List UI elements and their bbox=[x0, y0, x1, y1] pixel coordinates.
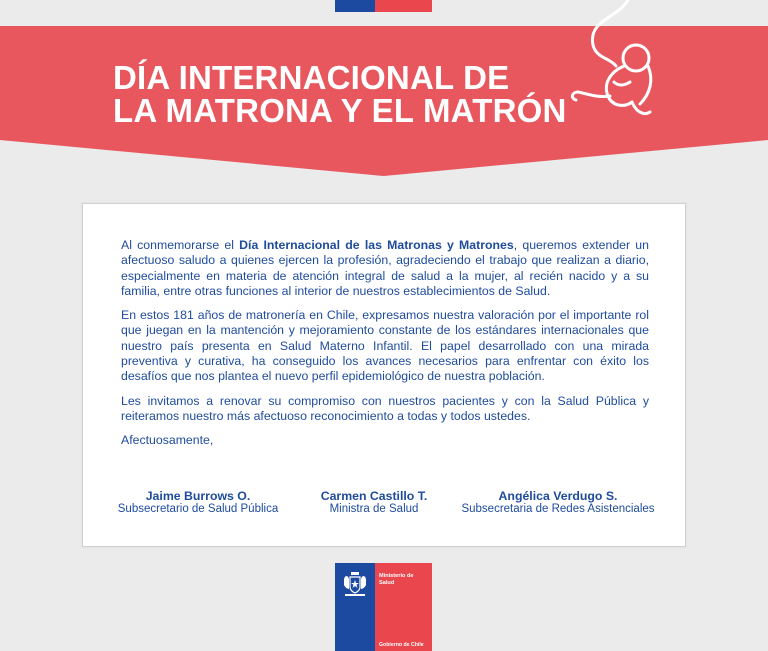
logo-ministry-label bbox=[379, 573, 414, 587]
closing-line: Afectuosamente, bbox=[121, 433, 214, 448]
signer-role: Subsecretaria de Redes Asistenciales bbox=[461, 503, 655, 515]
top-flag-strip bbox=[335, 0, 432, 12]
page-title bbox=[113, 61, 567, 127]
ministry-logo bbox=[335, 563, 432, 651]
logo-red-block bbox=[375, 563, 432, 651]
signer-role: Subsecretario de Salud Pública bbox=[117, 503, 279, 515]
title-line-2: LA MATRONA Y EL MATRÓN bbox=[113, 92, 567, 129]
paragraph-1 bbox=[121, 238, 649, 299]
signer-name: Jaime Burrows O. bbox=[145, 489, 251, 503]
logo-line-ministerio: Ministerio de bbox=[379, 573, 414, 579]
logo-line-salud: Salud bbox=[379, 580, 395, 586]
p1-bold-event-name: Día Internacional de las Matronas y Matrones bbox=[239, 238, 514, 252]
flag-red-block bbox=[375, 0, 432, 12]
p1-text-end: , queremos extender un afectuoso saludo a quienes ejercen la profesión, agradeciendo el trabajo que realizan a diario, especialmente en materia de atención integral de salud a la mujer, al recién nacido y a su familia, entre otras funciones al interior de nuestros establecimientos de Salud. bbox=[121, 238, 649, 298]
signer-name: Angélica Verdugo S. bbox=[498, 489, 618, 503]
banner-chevron bbox=[0, 138, 768, 180]
title-line-1: DÍA INTERNACIONAL DE bbox=[113, 59, 510, 96]
signature-1 bbox=[117, 489, 279, 516]
flag-blue-block bbox=[335, 0, 375, 12]
signature-2 bbox=[315, 489, 433, 516]
logo-blue-block bbox=[335, 563, 375, 651]
signature-block bbox=[83, 489, 687, 529]
p1-text-start: Al conmemorarse el bbox=[121, 238, 240, 252]
signature-3 bbox=[461, 489, 655, 516]
paragraph-2: En estos 181 años de matronería en Chile, expresamos nuestra valoración por el importante rol que juegan en la mantención y mejoramiento constante de los estándares internacionales que nuestro país presenta en Salud Materno Infantil. El papel desarrollado con una mirada preventiva y curativa, ha conseguido los avances necesarios para enfrentar con éxito los desafíos que nos plantea el nuevo perfil epidemiológico de nuestra población. bbox=[121, 308, 649, 384]
fetus-icon bbox=[548, 0, 668, 135]
logo-government-label: Gobierno de Chile bbox=[379, 642, 424, 648]
signer-name: Carmen Castillo T. bbox=[320, 489, 428, 503]
chile-coat-of-arms-icon bbox=[341, 571, 369, 597]
paragraph-3: Les invitamos a renovar su compromiso con nuestros pacientes y con la Salud Pública y reiteramos nuestro más afectuoso reconocimiento a todas y todos ustedes. bbox=[121, 393, 649, 423]
letter-card bbox=[82, 203, 686, 547]
letter-body bbox=[121, 238, 649, 458]
signer-role: Ministra de Salud bbox=[329, 503, 419, 515]
